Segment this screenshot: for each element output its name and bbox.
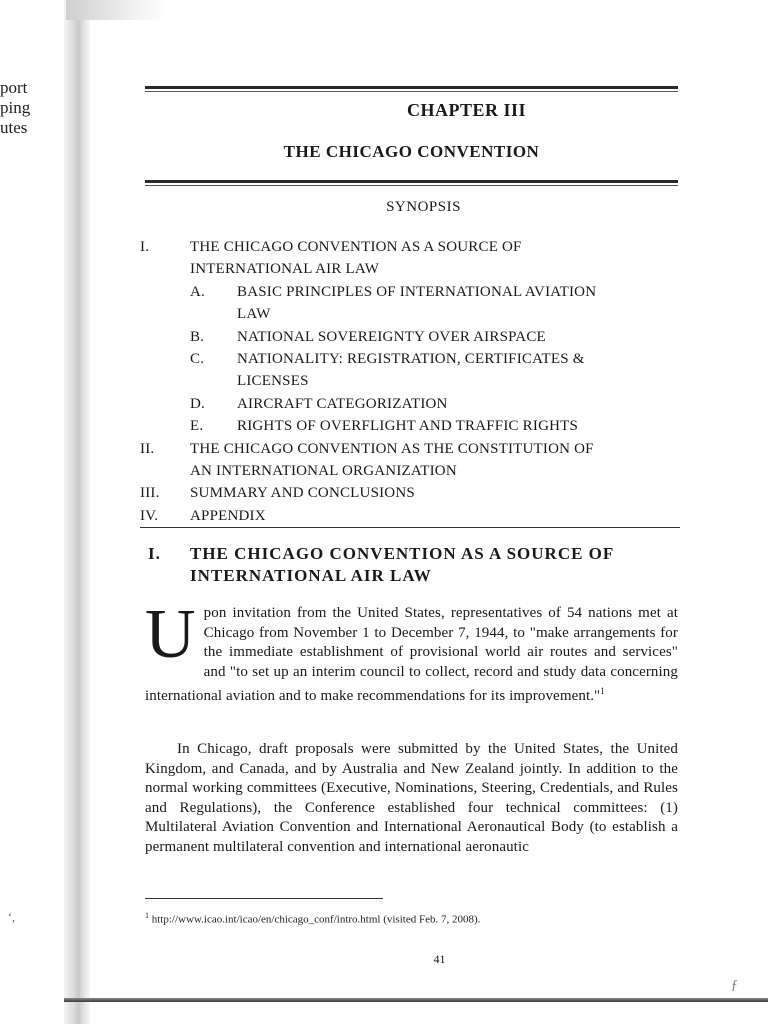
header-rule-thick <box>145 86 678 89</box>
synopsis-item <box>140 326 680 348</box>
synopsis-item-number: E. <box>190 418 204 435</box>
synopsis-item-text: THE CHICAGO CONVENTION AS A SOURCE OF <box>190 239 522 255</box>
synopsis-item-number: IV. <box>140 507 159 524</box>
paragraph-1-text: pon invitation from the United States, representatives of 54 nations met at Chicago from November 1 to December 7, 1944, to "make arrangements for the immediate establishment of provisional world air routes and services" and "to set up an interim council to collect, record and study data concerning international aviation and to make recommendations for its improvement." <box>145 605 678 705</box>
synopsis-item-text: INTERNATIONAL AIR LAW <box>190 261 380 278</box>
synopsis-item-text: NATIONALITY: REGISTRATION, CERTIFICATES & <box>237 351 585 368</box>
drop-cap: U <box>145 596 196 673</box>
footnote-rule <box>145 898 383 899</box>
synopsis-item <box>140 348 680 370</box>
footnote-ref: 1 <box>600 686 605 697</box>
footnote-text: http://www.icao.int/icao/en/chicago_conf/intro.html (visited Feb. 7, 2008). <box>151 913 481 926</box>
synopsis-item <box>140 438 680 460</box>
section-heading <box>148 543 678 587</box>
synopsis-item-text: THE CHICAGO CONVENTION AS THE CONSTITUTION OF <box>190 440 594 457</box>
synopsis-list <box>140 236 680 527</box>
synopsis-item-text: RIGHTS OF OVERFLIGHT AND TRAFFIC RIGHTS <box>237 418 579 435</box>
left-fragment: port <box>0 78 28 97</box>
synopsis-item <box>140 482 680 504</box>
header-rule-thin <box>145 91 678 92</box>
synopsis-item-text: APPENDIX <box>190 507 266 524</box>
synopsis-item <box>140 415 680 437</box>
section-title-line: INTERNATIONAL AIR LAW <box>190 566 432 585</box>
synopsis-item <box>140 236 680 258</box>
synopsis-item-text: LICENSES <box>237 373 309 390</box>
footnote-number: 1 <box>145 911 149 920</box>
section-title-line: THE CHICAGO CONVENTION AS A SOURCE OF <box>190 544 615 563</box>
synopsis-end-rule <box>140 527 680 528</box>
left-fragment: utes <box>0 118 28 137</box>
synopsis-item-text: AN INTERNATIONAL ORGANIZATION <box>190 463 457 480</box>
synopsis-item-text: LAW <box>237 306 271 323</box>
chapter-label: CHAPTER III <box>406 100 527 120</box>
title-rule-thin <box>145 185 678 186</box>
left-margin-mark: ‘, <box>8 910 15 924</box>
corner-mark: ƒ <box>731 978 738 993</box>
synopsis-item <box>140 505 680 527</box>
section-number: I. <box>148 544 161 563</box>
synopsis-item <box>140 393 680 415</box>
scan-bottom-edge <box>64 998 768 1002</box>
binding-gutter-shadow <box>64 0 90 1024</box>
paragraph-2: In Chicago, draft proposals were submitted by the United States, the United Kingdom, and Canada, and by Australia and New Zealand jointly. In addition to the normal working committees (Executive, Nominations, Steering, Credentials, and Rules and Regulations), the Conference established four technical committees: (1) Multilateral Aviation Convention and International Aeronautical Body (to establish a permanent multilateral convention and international aeronautic <box>145 741 678 855</box>
footnote <box>145 911 678 926</box>
synopsis-item-number: A. <box>190 283 205 300</box>
synopsis-item-number: C. <box>190 351 205 368</box>
synopsis-heading: SYNOPSIS <box>386 199 461 215</box>
synopsis-item-text: AIRCRAFT CATEGORIZATION <box>237 395 448 412</box>
synopsis-item-number: I. <box>140 239 150 255</box>
synopsis-item-number: B. <box>190 328 205 345</box>
chapter-title: THE CHICAGO CONVENTION <box>283 142 540 161</box>
synopsis-item-number: D. <box>190 395 205 412</box>
left-page-fragments <box>0 78 60 138</box>
synopsis-item-number: III. <box>140 485 160 502</box>
synopsis-item <box>140 281 680 303</box>
synopsis-item <box>140 460 680 482</box>
synopsis-item-text: NATIONAL SOVEREIGNTY OVER AIRSPACE <box>237 328 546 345</box>
synopsis-item <box>140 303 680 325</box>
synopsis-item-text: BASIC PRINCIPLES OF INTERNATIONAL AVIATION <box>237 283 597 300</box>
scan-artifact <box>66 0 166 20</box>
synopsis-item-number: II. <box>140 440 155 457</box>
paragraph-1 <box>145 596 678 707</box>
synopsis-item-text: SUMMARY AND CONCLUSIONS <box>190 485 415 502</box>
synopsis-item <box>140 370 680 392</box>
title-rule-thick <box>145 180 678 183</box>
synopsis-item <box>140 258 680 280</box>
left-fragment: ping <box>0 98 31 117</box>
page-number: 41 <box>433 952 446 966</box>
